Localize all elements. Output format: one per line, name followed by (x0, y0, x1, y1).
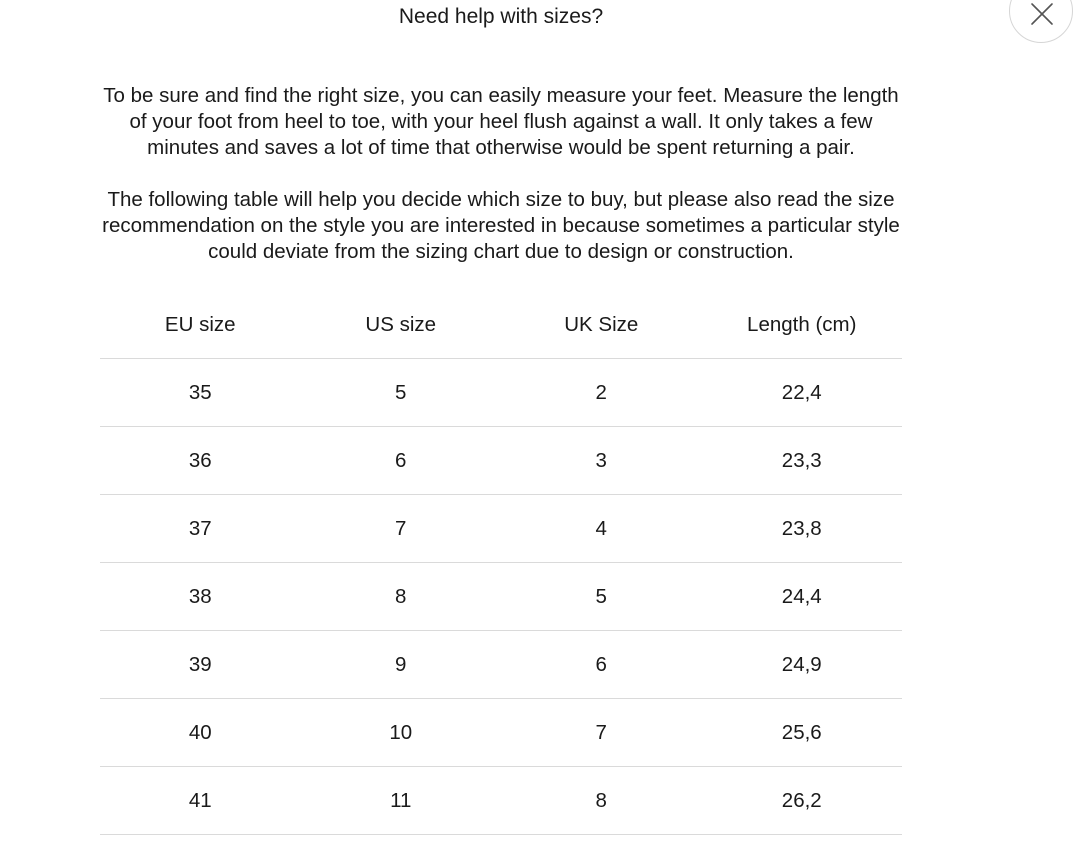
uk-size-cell: 5 (595, 584, 607, 608)
eu-size-cell: 39 (188, 652, 212, 676)
table-row (100, 427, 902, 495)
table-row (100, 563, 902, 631)
us-size-cell: 5 (395, 380, 407, 404)
intro-paragraph-measure: To be sure and find the right size, you can easily measure your feet. Measure the length of your foot from heel to toe, with your heel flush against a wall. It only takes a few minutes and saves a lot of time that otherwise would be spent returning a pair. (103, 84, 899, 159)
eu-size-cell: 37 (188, 516, 212, 540)
size-table (100, 292, 902, 835)
modal-title: Need help with sizes? (398, 5, 604, 28)
eu-size-cell: 41 (188, 788, 212, 812)
table-row (100, 767, 902, 835)
eu-size-cell: 40 (188, 720, 212, 744)
eu-size-cell: 36 (188, 448, 212, 472)
eu-size-cell: 38 (188, 584, 212, 608)
uk-size-cell: 4 (595, 516, 607, 540)
uk-size-cell: 6 (595, 652, 607, 676)
table-row (100, 631, 902, 699)
table-row (100, 359, 902, 427)
us-size-cell: 8 (395, 584, 407, 608)
eu-size-cell: 35 (188, 380, 212, 404)
length-cm-cell: 25,6 (781, 720, 822, 744)
us-size-cell: 7 (395, 516, 407, 540)
us-size-cell: 10 (389, 720, 413, 744)
uk-size-cell: 7 (595, 720, 607, 744)
length-cm-cell: 23,8 (781, 516, 822, 540)
table-row (100, 495, 902, 563)
column-header-us-size: US size (365, 313, 437, 336)
uk-size-cell: 2 (595, 380, 607, 404)
us-size-cell: 9 (395, 652, 407, 676)
us-size-cell: 11 (390, 788, 412, 812)
column-header-eu-size: EU size (164, 313, 236, 336)
length-cm-cell: 23,3 (781, 448, 822, 472)
length-cm-cell: 24,9 (781, 652, 822, 676)
close-button[interactable] (1009, 0, 1073, 43)
column-header-uk-size: UK Size (564, 313, 639, 336)
intro-paragraph-table-note: The following table will help you decide which size to buy, but please also read the size recommendation on the style you are interested in because sometimes a particular style could deviate from the sizing chart due to design or construction. (102, 188, 900, 263)
length-cm-cell: 26,2 (781, 788, 822, 812)
uk-size-cell: 8 (595, 788, 607, 812)
close-icon (1030, 2, 1054, 26)
table-row (100, 699, 902, 767)
us-size-cell: 6 (395, 448, 407, 472)
uk-size-cell: 3 (595, 448, 607, 472)
column-header-length-cm: Length (cm) (747, 313, 857, 336)
length-cm-cell: 22,4 (781, 380, 822, 404)
table-header-row (100, 292, 902, 359)
length-cm-cell: 24,4 (781, 584, 822, 608)
